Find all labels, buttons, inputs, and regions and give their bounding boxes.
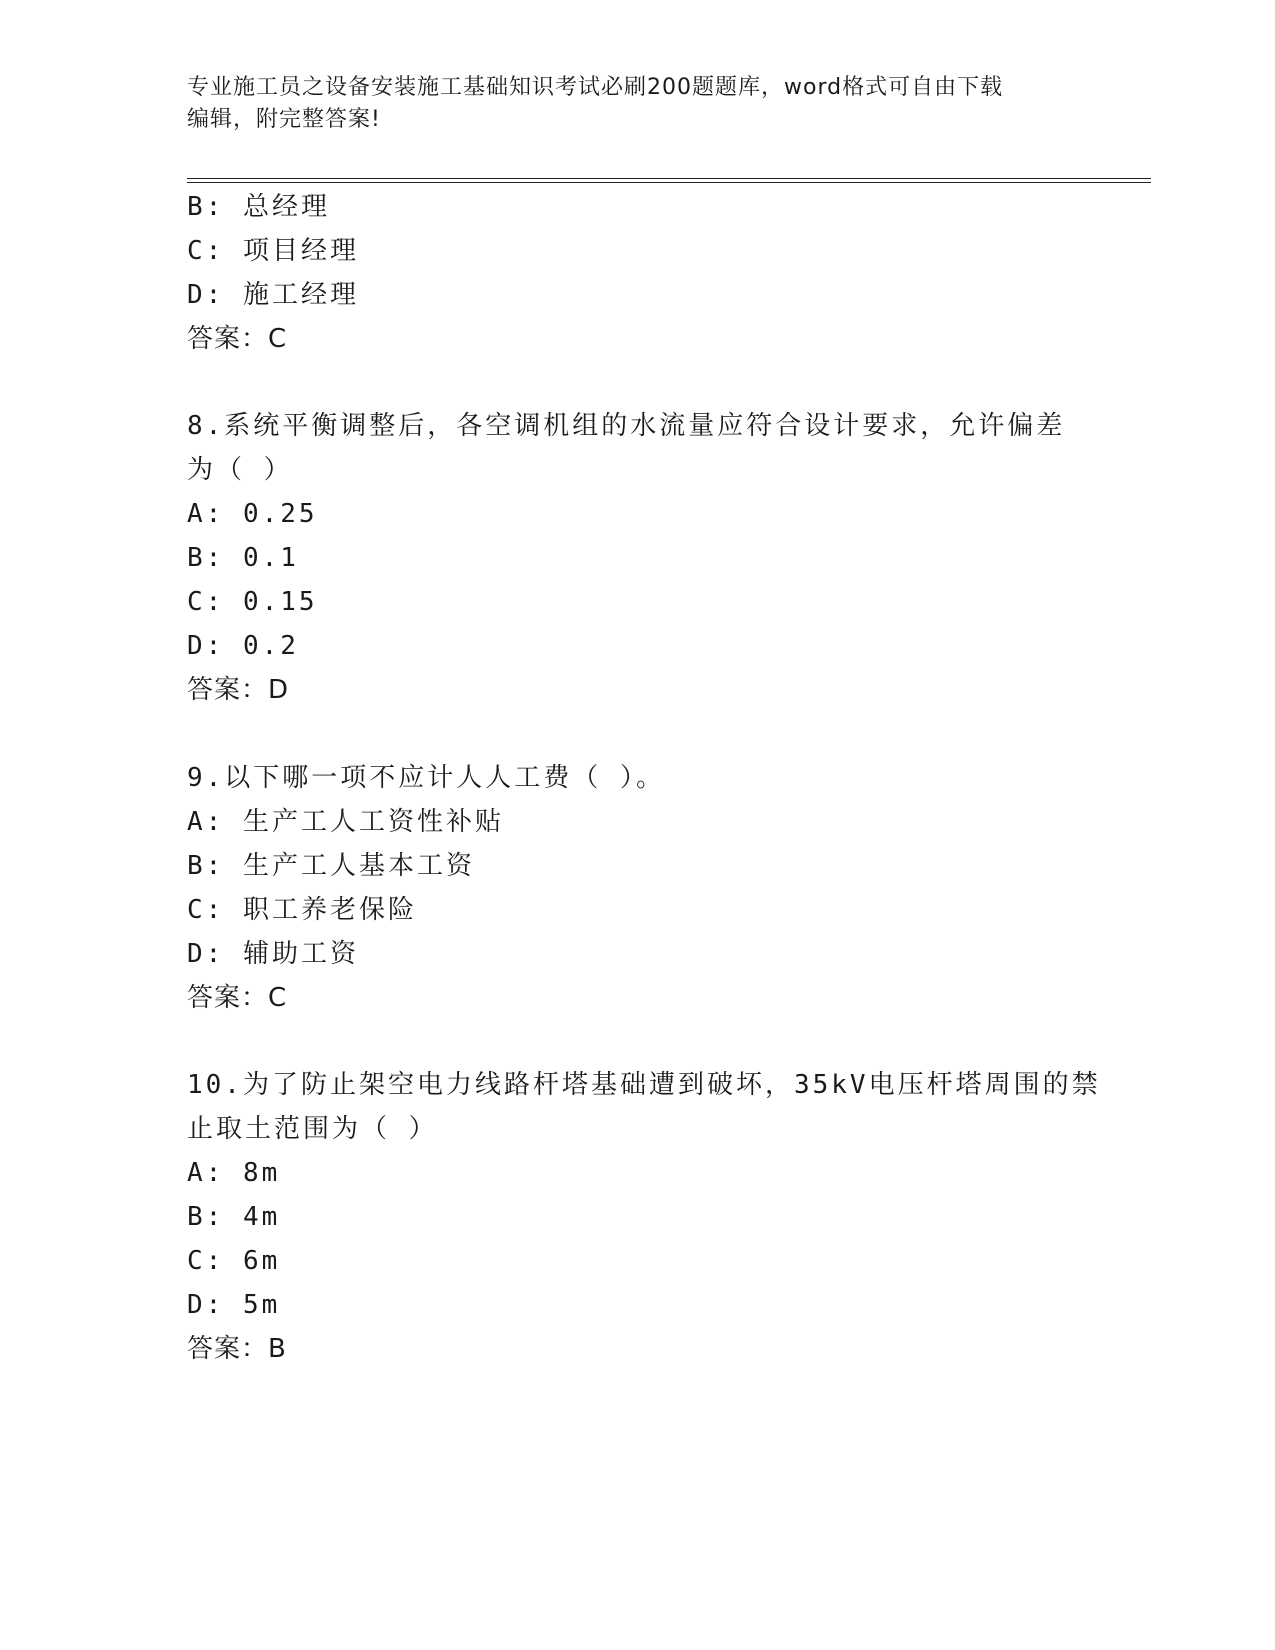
q9-option-d: D: 辅助工资 xyxy=(187,939,359,969)
q9-option-b: B: 生产工人基本工资 xyxy=(187,851,475,881)
q9-option-c: C: 职工养老保险 xyxy=(187,895,417,925)
header-line-2: 编辑，附完整答案! xyxy=(187,107,381,132)
q9-question-line-1: 9.以下哪一项不应计人人工费（ ）。 xyxy=(187,763,665,793)
header-line-1: 专业施工员之设备安装施工基础知识考试必刷200题题库，word格式可自由下载 xyxy=(187,75,1004,100)
q8-option-c: C: 0.15 xyxy=(187,587,318,617)
header-divider-bottom xyxy=(187,182,1151,183)
header-divider-top xyxy=(187,178,1151,179)
q7-option-d: D: 施工经理 xyxy=(187,280,359,310)
q10-question-line-1: 10.为了防止架空电力线路杆塔基础遭到破坏，35kV电压杆塔周围的禁 xyxy=(187,1070,1101,1100)
q8-option-a: A: 0.25 xyxy=(187,499,318,529)
q10-answer: 答案：B xyxy=(187,1334,287,1364)
q8-option-d: D: 0.2 xyxy=(187,631,299,661)
q7-option-b: B: 总经理 xyxy=(187,192,330,222)
q8-option-b: B: 0.1 xyxy=(187,543,299,573)
q8-question-line-1: 8.系统平衡调整后，各空调机组的水流量应符合设计要求，允许偏差 xyxy=(187,411,1066,441)
q8-answer: 答案：D xyxy=(187,675,290,705)
q9-answer: 答案：C xyxy=(187,983,288,1013)
q9-option-a: A: 生产工人工资性补贴 xyxy=(187,807,504,837)
q7-answer: 答案：C xyxy=(187,324,288,354)
document-header xyxy=(187,72,1087,136)
q10-option-d: D: 5m xyxy=(187,1290,281,1320)
q10-question-line-2: 止取土范围为（ ） xyxy=(187,1114,438,1144)
q10-option-a: A: 8m xyxy=(187,1158,281,1188)
q7-option-c: C: 项目经理 xyxy=(187,236,359,266)
q8-question-line-2: 为（ ） xyxy=(187,455,293,485)
q10-option-c: C: 6m xyxy=(187,1246,281,1276)
q10-option-b: B: 4m xyxy=(187,1202,281,1232)
